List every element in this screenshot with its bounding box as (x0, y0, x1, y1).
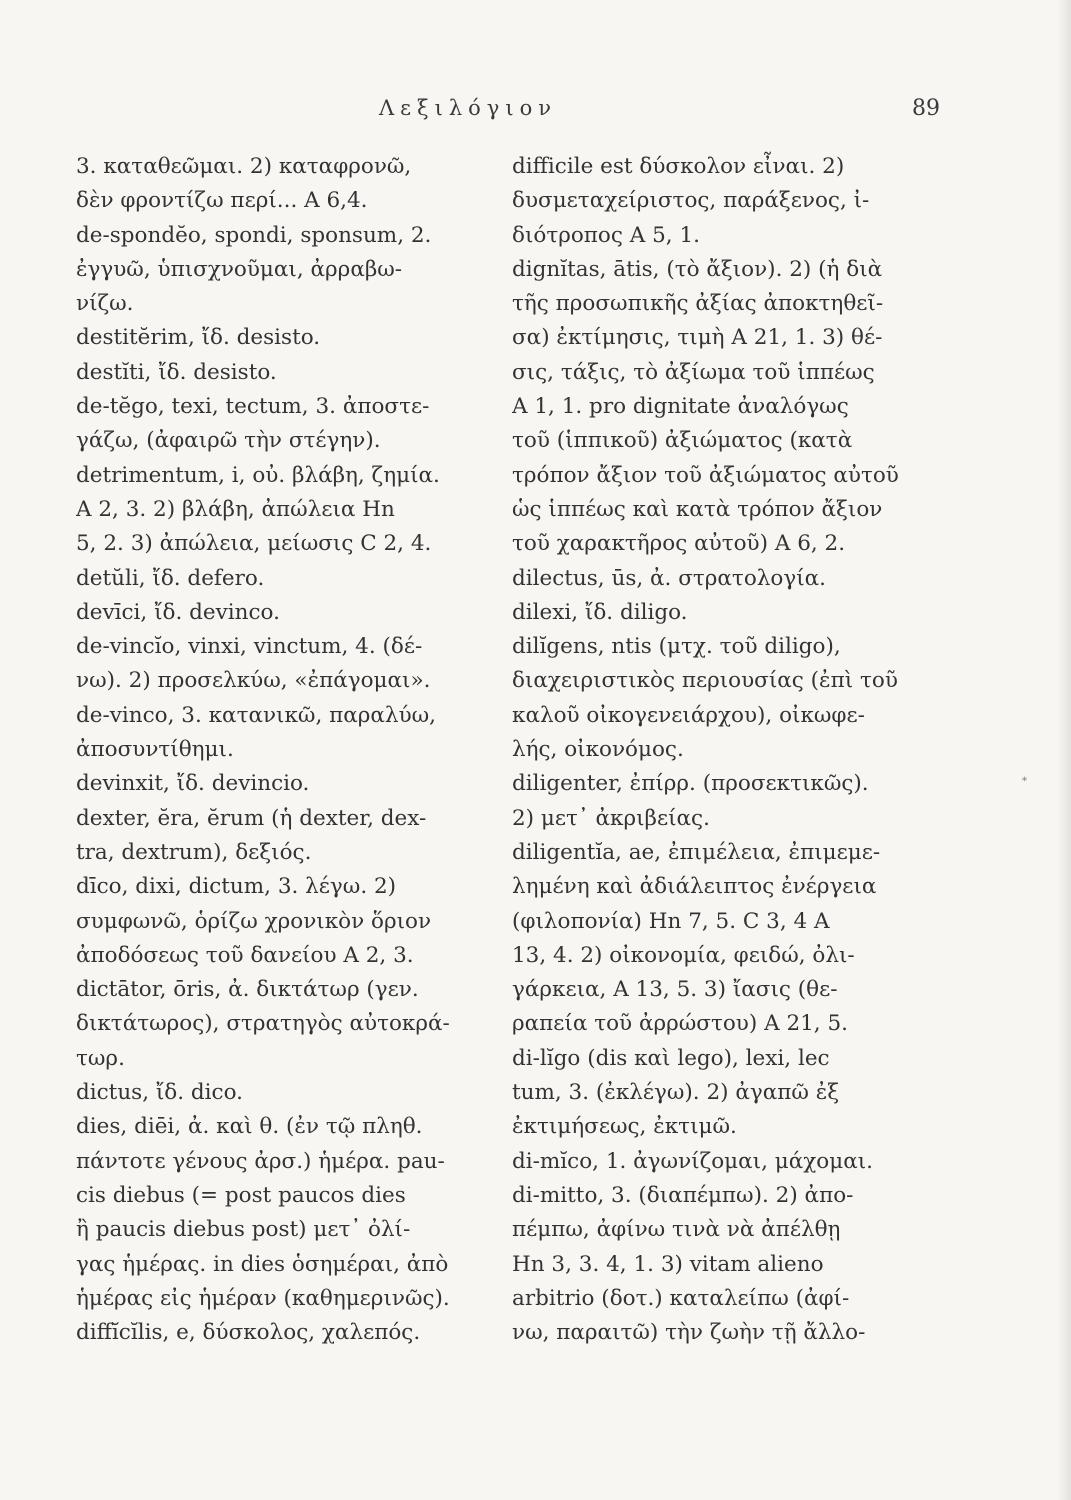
entry-line: τωρ. (76, 1045, 125, 1071)
entry-line: diligentĭa, ae, ἐπιμέλεια, ἐπιμεμε- (512, 839, 881, 865)
entry-line: λής, οἰκονόμος. (512, 737, 684, 763)
entry-line: dictus, ἴδ. dico. (76, 1080, 243, 1106)
entry-line: διότροπος A 5, 1. (512, 222, 700, 248)
entry-line: cis diebus (= post paucos dies (76, 1182, 406, 1208)
entry-line: tum, 3. (ἐκλέγω). 2) ἀγαπῶ ἐξ (512, 1080, 840, 1106)
entry-line: δυσμεταχείριστος, παράξενος, ἰ- (512, 188, 870, 214)
entry-line: τῆς προσωπικῆς ἀξίας ἀποκτηθεῖ- (512, 291, 884, 317)
right-column (512, 150, 942, 1350)
entry-line: A 1, 1. pro dignitate ἀναλόγως (512, 394, 849, 420)
entry-line: diligenter, ἐπίρρ. (προσεκτικῶς). (512, 771, 869, 797)
entry-line: λημένη καὶ ἀδιάλειπτος ἐνέργεια (512, 874, 877, 900)
entry-line: di-mĭco, 1. ἀγωνίζομαι, μάχομαι. (512, 1148, 873, 1174)
entry-line: νω, παραιτῶ) τὴν ζωὴν τῇ ἄλλο- (512, 1320, 866, 1346)
entry-line: πάντοτε γένους ἀρσ.) ἡμέρα. pau- (76, 1148, 445, 1174)
entry-line: καλοῦ οἰκογενειάρχου), οἰκωφε- (512, 702, 865, 728)
entry-line: difficile est δύσκολον εἶναι. 2) (512, 154, 845, 179)
entry-line: diffĭcĭlis, e, δύσκολος, χαλεπός. (76, 1320, 421, 1346)
entry-line: γας ἡμέρας. in dies ὁσημέραι, ἀπὸ (76, 1251, 449, 1277)
entry-line: 5, 2. 3) ἀπώλεια, μείωσις C 2, 4. (76, 531, 432, 557)
entry-line: ἡμέρας εἰς ἡμέραν (καθημερινῶς). (76, 1285, 450, 1311)
running-title: Λεξιλόγιον (379, 96, 557, 120)
entry-line: σις, τάξις, τὸ ἀξίωμα τοῦ ἱππέως (512, 359, 875, 385)
entry-line: τρόπον ἄξιον τοῦ ἀξιώματος αὐτοῦ (512, 462, 899, 488)
entry-line: arbitrio (δοτ.) καταλείπω (ἀφί- (512, 1285, 850, 1311)
entry-line: dignĭtas, ātis, (τὸ ἄξιον). 2) (ἡ διὰ (512, 256, 883, 282)
entry-line: de-spondĕo, spondi, sponsum, 2. (76, 222, 432, 248)
entry-line: devīci, ἴδ. devinco. (76, 599, 280, 625)
entry-line: di-lĭgo (dis καὶ lego), lexi, lec (512, 1045, 830, 1071)
entry-line: de-vinco, 3. κατανικῶ, παραλύω, (76, 702, 436, 728)
entry-line: Hn 3, 3. 4, 1. 3) vitam alieno (512, 1251, 824, 1277)
entry-line: τοῦ χαρακτῆρος αὐτοῦ) A 6, 2. (512, 531, 846, 557)
entry-line: destitĕrim, ἴδ. desisto. (76, 325, 321, 351)
entry-line: δικτάτωρος), στρατηγὸς αὐτοκρά- (76, 1011, 450, 1037)
entry-line: 3. καταθεῶμαι. 2) καταφρονῶ, (76, 154, 412, 179)
entry-line: A 2, 3. 2) βλάβη, ἀπώλεια Hn (76, 496, 395, 522)
margin-mark: * (1022, 776, 1027, 787)
entry-line: 2) μετ᾽ ἀκριβείας. (512, 805, 710, 831)
entry-line: de-vincĭo, vinxi, vinctum, 4. (δέ- (76, 634, 423, 660)
page-header (0, 96, 1071, 130)
entry-line: νίζω. (76, 291, 134, 317)
entry-line: ἀποσυντίθημι. (76, 737, 234, 763)
entry-line: (φιλοπονία) Hn 7, 5. C 3, 4 A (512, 908, 830, 934)
entry-line: ὡς ἱππέως καὶ κατὰ τρόπον ἄξιον (512, 496, 883, 522)
page-number: 89 (912, 96, 940, 121)
entry-line: di-mitto, 3. (διαπέμπω). 2) ἀπο- (512, 1182, 854, 1208)
entry-line: dexter, ĕra, ĕrum (ἡ dexter, dex- (76, 805, 427, 831)
entry-line: 13, 4. 2) οἰκονομία, φειδώ, ὀλι- (512, 942, 855, 968)
left-column (76, 150, 496, 1350)
entry-line: γάζω, (ἀφαιρῶ τὴν στέγην). (76, 428, 381, 454)
entry-line: destĭti, ἴδ. desisto. (76, 359, 277, 385)
entry-line: dīco, dixi, dictum, 3. λέγω. 2) (76, 874, 397, 900)
entry-line: δὲν φροντίζω περί... A 6,4. (76, 188, 368, 214)
entry-line: dilectus, ūs, ἀ. στρατολογία. (512, 565, 826, 591)
entry-line: συμφωνῶ, ὁρίζω χρονικὸν ὅριον (76, 908, 432, 934)
entry-line: νω). 2) προσελκύω, «ἐπάγομαι». (76, 668, 431, 694)
entry-line: ἐκτιμήσεως, ἐκτιμῶ. (512, 1114, 737, 1140)
entry-line: dilĭgens, ntis (μτχ. τοῦ diligo), (512, 634, 841, 660)
entry-line: devinxit, ἴδ. devincio. (76, 771, 310, 797)
entry-line: γάρκεια, A 13, 5. 3) ἴασις (θε- (512, 977, 838, 1003)
entry-line: διαχειριστικὸς περιουσίας (ἐπὶ τοῦ (512, 668, 898, 694)
entry-line: ἀποδόσεως τοῦ δανείου A 2, 3. (76, 942, 414, 968)
entry-line: πέμπω, ἀφίνω τινὰ νὰ ἀπέλθῃ (512, 1217, 841, 1243)
entry-line: σα) ἐκτίμησις, τιμὴ A 21, 1. 3) θέ- (512, 325, 883, 351)
entry-line: dictātor, ōris, ἀ. δικτάτωρ (γεν. (76, 977, 419, 1003)
entry-line: dies, diēi, ἀ. καὶ θ. (ἐν τῷ πληθ. (76, 1114, 423, 1140)
entry-line: tra, dextrum), δεξιός. (76, 839, 312, 865)
page-edge-shadow (1057, 0, 1071, 1500)
entry-line: detŭli, ἴδ. defero. (76, 565, 265, 591)
entry-line: ραπεία τοῦ ἀρρώστου) A 21, 5. (512, 1011, 848, 1037)
entry-line: detrimentum, i, οὐ. βλάβη, ζημία. (76, 462, 440, 488)
entry-line: de-tĕgo, texi, tectum, 3. ἀποστε- (76, 394, 430, 420)
entry-line: dilexi, ἴδ. diligo. (512, 599, 688, 625)
entry-line: τοῦ (ἱππικοῦ) ἀξιώματος (κατὰ (512, 428, 853, 454)
entry-line: ἐγγυῶ, ὑπισχνοῦμαι, ἀρραβω- (76, 256, 403, 282)
entry-line: ἢ paucis diebus post) μετ᾽ ὀλί- (76, 1217, 411, 1243)
